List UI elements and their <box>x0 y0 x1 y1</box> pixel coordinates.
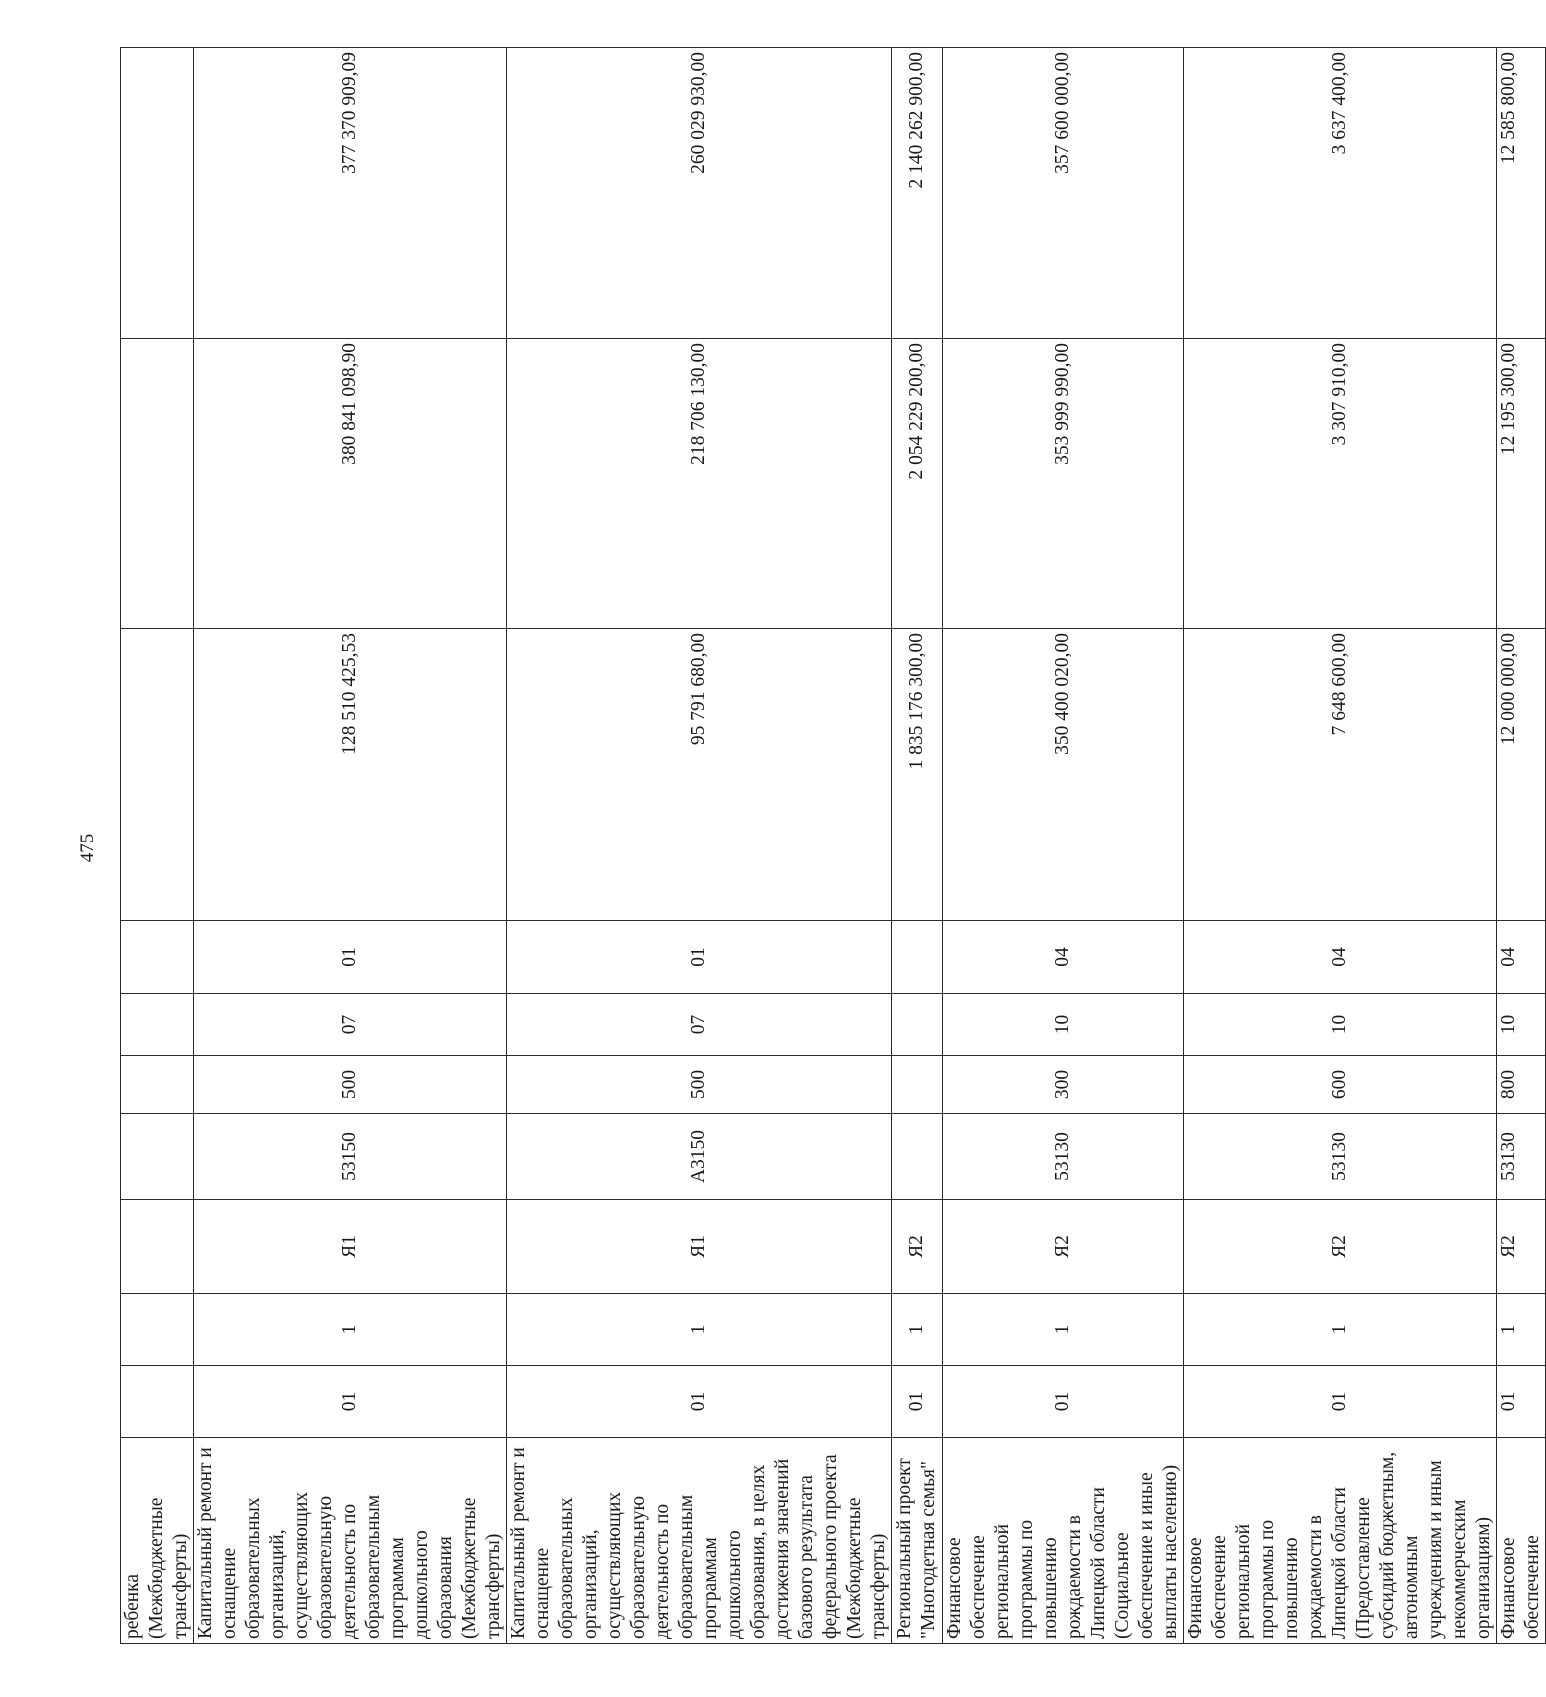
amount-year2-cell: 380 841 098,90 <box>194 339 507 629</box>
table-row <box>194 48 507 1644</box>
program-code-cell: 01 <box>943 1366 1184 1438</box>
program-code-cell: 01 <box>1497 1366 1546 1438</box>
program-code-cell: 01 <box>1184 1366 1497 1438</box>
program-code-cell <box>121 1366 194 1438</box>
row-name-cell: Капитальный ремонт и оснащение образовательных организаций, осуществляющих образовательную деятельность по образовательным программам дошкольного образования, в целях достижения значений базового результата федерального проекта (Межбюджетные трансферты) <box>507 1438 892 1644</box>
subsection-cell: 04 <box>943 921 1184 994</box>
subprogram-code-cell: 1 <box>194 1294 507 1366</box>
table-row <box>943 48 1184 1644</box>
subprogram-code-cell: 1 <box>943 1294 1184 1366</box>
expense-type-cell: 600 <box>1184 1056 1497 1114</box>
amount-year1-cell: 95 791 680,00 <box>507 629 892 921</box>
amount-year2-cell: 218 706 130,00 <box>507 339 892 629</box>
program-code-cell: 01 <box>892 1366 943 1438</box>
amount-year3-cell: 12 585 800,00 <box>1497 48 1546 339</box>
amount-year2-cell: 2 054 229 200,00 <box>892 339 943 629</box>
amount-year1-cell: 128 510 425,53 <box>194 629 507 921</box>
budget-table-sheet <box>120 48 1543 1644</box>
expense-type-cell: 800 <box>1497 1056 1546 1114</box>
table-row <box>121 48 194 1644</box>
subprogram-code-cell <box>121 1294 194 1366</box>
subprogram-code-cell: 1 <box>507 1294 892 1366</box>
direction-code-cell: 53130 <box>943 1114 1184 1200</box>
expense-type-cell: 300 <box>943 1056 1184 1114</box>
table-row <box>1497 48 1546 1644</box>
subsection-cell <box>892 921 943 994</box>
amount-year1-cell: 7 648 600,00 <box>1184 629 1497 921</box>
amount-year1-cell: 1 835 176 300,00 <box>892 629 943 921</box>
project-code-cell: Я2 <box>1497 1200 1546 1294</box>
section-cell: 07 <box>194 994 507 1056</box>
row-name-cell: Финансовое обеспечение <box>1497 1438 1546 1644</box>
subprogram-code-cell: 1 <box>1184 1294 1497 1366</box>
amount-year3-cell: 377 370 909,09 <box>194 48 507 339</box>
amount-year3-cell: 357 600 000,00 <box>943 48 1184 339</box>
amount-year3-cell: 2 140 262 900,00 <box>892 48 943 339</box>
rotated-table-area <box>120 48 1543 1644</box>
expense-type-cell <box>121 1056 194 1114</box>
section-cell: 10 <box>943 994 1184 1056</box>
table-row <box>892 48 943 1644</box>
project-code-cell: Я2 <box>943 1200 1184 1294</box>
amount-year3-cell: 3 637 400,00 <box>1184 48 1497 339</box>
section-cell <box>892 994 943 1056</box>
direction-code-cell: А3150 <box>507 1114 892 1200</box>
subsection-cell: 01 <box>194 921 507 994</box>
row-name-cell: ребенка (Межбюджетные трансферты) <box>121 1438 194 1644</box>
amount-year2-cell: 353 999 990,00 <box>943 339 1184 629</box>
section-cell: 07 <box>507 994 892 1056</box>
budget-table <box>120 47 1546 1644</box>
amount-year2-cell: 3 307 910,00 <box>1184 339 1497 629</box>
direction-code-cell: 53130 <box>1497 1114 1546 1200</box>
table-row <box>507 48 892 1644</box>
subprogram-code-cell: 1 <box>1497 1294 1546 1366</box>
table-row <box>1184 48 1497 1644</box>
expense-type-cell: 500 <box>507 1056 892 1114</box>
direction-code-cell <box>892 1114 943 1200</box>
row-name-cell: Региональный проект "Многодетная семья" <box>892 1438 943 1644</box>
subsection-cell <box>121 921 194 994</box>
section-cell <box>121 994 194 1056</box>
project-code-cell: Я2 <box>892 1200 943 1294</box>
subsection-cell: 04 <box>1184 921 1497 994</box>
amount-year2-cell <box>121 339 194 629</box>
amount-year3-cell <box>121 48 194 339</box>
direction-code-cell: 53130 <box>1184 1114 1497 1200</box>
amount-year1-cell: 12 000 000,00 <box>1497 629 1546 921</box>
section-cell: 10 <box>1497 994 1546 1056</box>
row-name-cell: Капитальный ремонт и оснащение образовательных организаций, осуществляющих образовательную деятельность по образовательным программам дошкольного образования (Межбюджетные трансферты) <box>194 1438 507 1644</box>
subsection-cell: 04 <box>1497 921 1546 994</box>
section-cell: 10 <box>1184 994 1497 1056</box>
amount-year2-cell: 12 195 300,00 <box>1497 339 1546 629</box>
subprogram-code-cell: 1 <box>892 1294 943 1366</box>
program-code-cell: 01 <box>507 1366 892 1438</box>
amount-year1-cell <box>121 629 194 921</box>
project-code-cell <box>121 1200 194 1294</box>
project-code-cell: Я1 <box>194 1200 507 1294</box>
project-code-cell: Я1 <box>507 1200 892 1294</box>
row-name-cell: Финансовое обеспечение региональной программы по повышению рождаемости в Липецкой области (Социальное обеспечение и иные выплаты населению) <box>943 1438 1184 1644</box>
project-code-cell: Я2 <box>1184 1200 1497 1294</box>
page-number: 475 <box>77 833 98 863</box>
direction-code-cell <box>121 1114 194 1200</box>
amount-year3-cell: 260 029 930,00 <box>507 48 892 339</box>
program-code-cell: 01 <box>194 1366 507 1438</box>
expense-type-cell: 500 <box>194 1056 507 1114</box>
row-name-cell: Финансовое обеспечение региональной программы по повышению рождаемости в Липецкой области (Предоставление субсидий бюджетным, автономным учреждениям и иным некоммерческим организациям) <box>1184 1438 1497 1644</box>
subsection-cell: 01 <box>507 921 892 994</box>
expense-type-cell <box>892 1056 943 1114</box>
amount-year1-cell: 350 400 020,00 <box>943 629 1184 921</box>
direction-code-cell: 53150 <box>194 1114 507 1200</box>
